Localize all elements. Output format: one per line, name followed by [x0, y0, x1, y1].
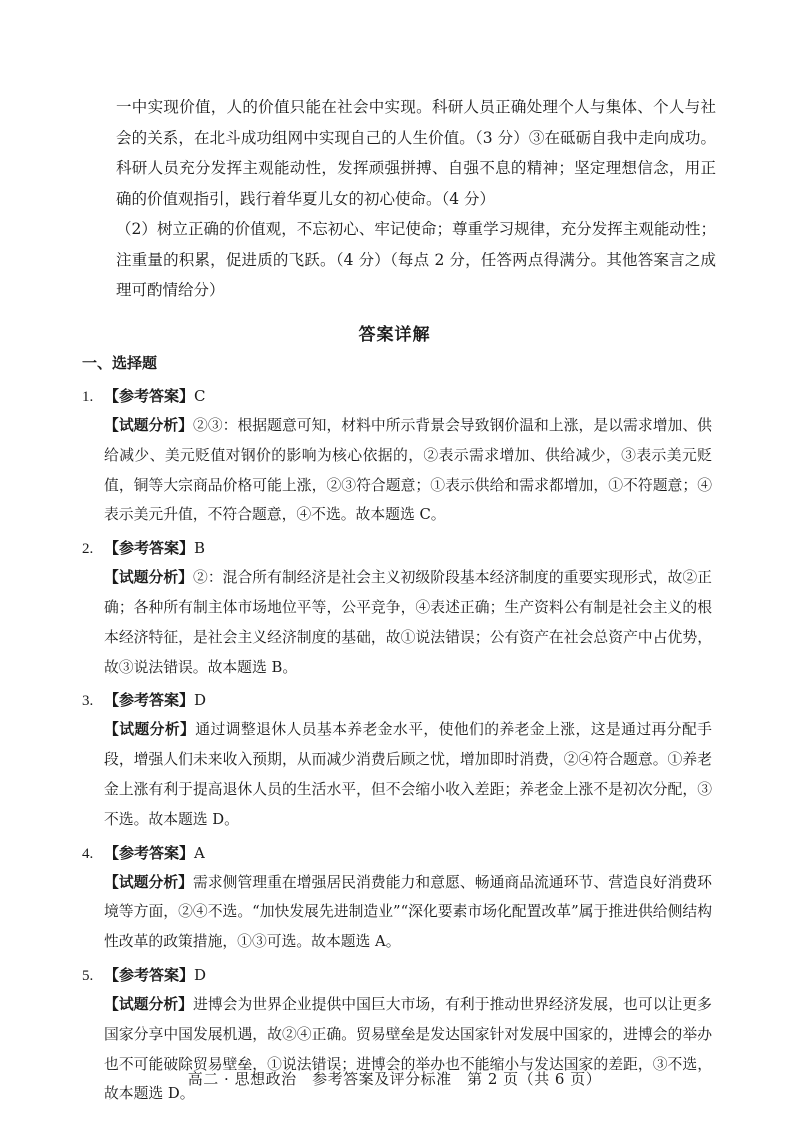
question-item: [82, 382, 712, 530]
question-number: 4.: [82, 845, 94, 862]
question-item: [82, 686, 712, 834]
intro-paragraph-1: 一中实现价值，人的价值只能在社会中实现。科研人员正确处理个人与集体、个人与社会的关系，在北斗成功组网中实现自己的人生价值。（3 分）③在砥砺自我中走向成功。科研人员充分发挥主观能动性，发挥顽强拼搏、自强不息的精神；坚定理想信念，用正确的价值观指引，践行着华夏儿女的初心使命。（4 分）: [116, 98, 716, 208]
answer-line: [82, 534, 712, 563]
answer-value: D: [194, 965, 207, 984]
answer-value: D: [194, 691, 207, 710]
answer-label: 【参考答案】: [104, 691, 195, 710]
answer-label: 【参考答案】: [104, 843, 195, 862]
answer-value: B: [194, 539, 206, 558]
question-item: [82, 839, 712, 957]
analysis-text: ②③：根据题意可知，材料中所示背景会导致钢价温和上涨，是以需求增加、供给减少、美元贬值对钢价的影响为核心依据的，②表示需求增加、供给减少，③表示美元贬值，铜等大宗商品价格可能上涨，②③符合题意；①表示供给和需求都增加，①不符题意；④表示美元升值，不符合题意，④不选。故本题选 C。: [104, 417, 712, 524]
analysis-text: ②：混合所有制经济是社会主义初级阶段基本经济制度的重要实现形式，故②正确；各种所有制主体市场地位平等，公平竞争，④表述正确；生产资料公有制是社会主义的根本经济特征，是社会主义经济制度的基础，故①说法错误；公有资产在社会总资产中占优势，故③说法错误。故本题选 B。: [104, 569, 712, 676]
analysis-label: 【试题分析】: [104, 569, 193, 587]
answer-label: 【参考答案】: [104, 539, 195, 558]
question-number: 5.: [82, 967, 94, 984]
question-number: 2.: [82, 541, 94, 558]
analysis-label: 【试题分析】: [104, 417, 193, 434]
answer-line: [82, 382, 712, 411]
page-footer: 高二 · 思想政治 参考答案及评分标准 第 2 页（共 6 页）: [187, 1070, 602, 1088]
question-number: 1.: [82, 389, 94, 405]
analysis-block: [104, 990, 712, 1109]
analysis-label: 【试题分析】: [104, 873, 193, 891]
answer-value: A: [194, 843, 205, 862]
choice-section-title: 一、选择题: [82, 354, 158, 372]
analysis-text: 通过调整退休人员基本养老金水平，使他们的养老金上涨，这是通过再分配手段，增强人们未来收入预期，从而减少消费后顾之忧，增加即时消费，②④符合题意。①养老金上涨有利于提高退休人员的生活水平，但不会缩小收入差距；养老金上涨不是初次分配，③不选。故本题选 D。: [104, 721, 712, 828]
answer-label: 【参考答案】: [104, 965, 195, 984]
question-list: [82, 378, 712, 1109]
answer-label: 【参考答案】: [104, 387, 195, 405]
question-number: 3.: [82, 693, 94, 710]
question-item: [82, 534, 712, 682]
section-heading: 答案详解: [358, 325, 431, 345]
analysis-block: [104, 411, 712, 530]
analysis-block: [104, 868, 712, 957]
answer-value: C: [194, 387, 206, 405]
analysis-block: [104, 715, 712, 834]
analysis-label: 【试题分析】: [104, 995, 193, 1013]
analysis-text: 进博会为世界企业提供中国巨大市场，有利于推动世界经济发展，也可以让更多国家分享中国发展机遇，故②④正确。贸易壁垒是发达国家针对发展中国家的，进博会的举办也不可能破除贸易壁垒，①说法错误；进博会的举办也不能缩小与发达国家的差距，③不选，故本题选 D。: [104, 995, 712, 1103]
analysis-text: 需求侧管理重在增强居民消费能力和意愿、畅通商品流通环节、营造良好消费环境等方面，②④不选。“加快发展先进制造业”“深化要素市场化配置改革”属于推进供给侧结构性改革的政策措施，①③可选。故本题选 A。: [104, 873, 712, 951]
answer-line: [82, 686, 712, 715]
analysis-block: [104, 563, 712, 682]
analysis-label: 【试题分析】: [104, 721, 196, 739]
answer-line: [82, 839, 712, 868]
intro-paragraph-2: （2）树立正确的价值观，不忘初心、牢记使命；尊重学习规律，充分发挥主观能动性；注重量的积累，促进质的飞跃。（4 分）（每点 2 分，任答两点得满分。其他答案言之成理可酌情给分）: [116, 220, 716, 299]
answer-line: [82, 961, 712, 990]
intro-text: [116, 92, 716, 306]
